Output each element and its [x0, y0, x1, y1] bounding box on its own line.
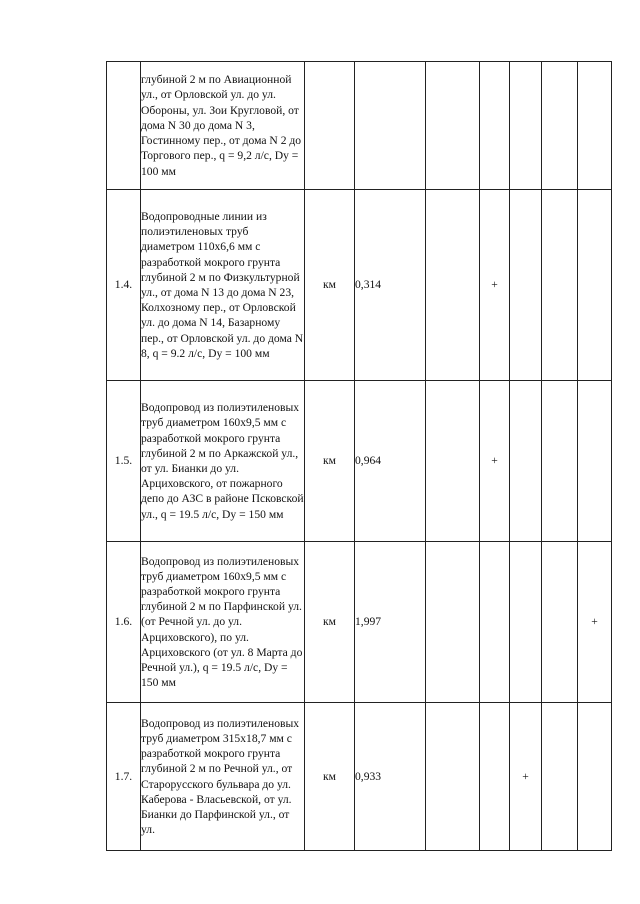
- row-value: 0,314: [355, 190, 426, 381]
- row-unit: [305, 62, 355, 190]
- row-value: 1,997: [355, 542, 426, 703]
- works-table: [106, 61, 612, 851]
- row-mark: [542, 703, 578, 851]
- row-number: 1.7.: [107, 703, 141, 851]
- row-mark: [578, 62, 612, 190]
- row-mark: [426, 190, 480, 381]
- table-row: [107, 381, 612, 542]
- row-description: Водопровод из полиэтиленовых труб диаметром 160х9,5 мм с разработкой мокрого грунта глубиной 2 м по Парфинской ул. (от Речной ул. до ул. Арциховского), по ул. Арциховского (от ул. 8 Марта до Речной ул.), q = 19.5 л/с, Dy = 150 мм: [141, 542, 305, 703]
- row-mark: [426, 703, 480, 851]
- row-mark: [426, 542, 480, 703]
- table-row: [107, 542, 612, 703]
- row-mark: [426, 381, 480, 542]
- row-mark: [426, 62, 480, 190]
- row-mark: [578, 703, 612, 851]
- row-mark: [480, 542, 510, 703]
- row-unit: км: [305, 542, 355, 703]
- row-mark: +: [480, 190, 510, 381]
- row-description: Водопровод из полиэтиленовых труб диаметром 315х18,7 мм с разработкой мокрого грунта глубиной 2 м по Речной ул., от Старорусского бульвара до ул. Каберова - Власьевской, от ул. Бианки до Парфинской ул., от ул.: [141, 703, 305, 851]
- table-row: [107, 703, 612, 851]
- row-mark: [510, 190, 542, 381]
- table-row: [107, 62, 612, 190]
- row-number: 1.6.: [107, 542, 141, 703]
- row-mark: +: [480, 381, 510, 542]
- row-description: Водопроводные линии из полиэтиленовых труб диаметром 110х6,6 мм с разработкой мокрого грунта глубиной 2 м по Физкультурной ул., от дома N 13 до дома N 23, Колхозному пер., от Орловской ул. до дома N 14, Базарному пер., от Орловской ул. до дома N 8, q = 9.2 л/с, Dy = 100 мм: [141, 190, 305, 381]
- row-unit: км: [305, 381, 355, 542]
- row-unit: км: [305, 703, 355, 851]
- row-unit: км: [305, 190, 355, 381]
- table-row: [107, 190, 612, 381]
- row-mark: +: [510, 703, 542, 851]
- row-value: 0,933: [355, 703, 426, 851]
- row-description: Водопровод из полиэтиленовых труб диаметром 160х9,5 мм с разработкой мокрого грунта глубиной 2 м по Аркажской ул., от ул. Бианки до ул. Арциховского, от пожарного депо до АЗС в районе Псковской ул., q = 19.5 л/с, Dy = 150 мм: [141, 381, 305, 542]
- row-mark: [578, 190, 612, 381]
- row-mark: [542, 190, 578, 381]
- row-number: [107, 62, 141, 190]
- row-mark: [542, 381, 578, 542]
- row-description: глубиной 2 м по Авиационной ул., от Орловской ул. до ул. Обороны, ул. Зои Кругловой, от дома N 30 до дома N 3, Гостинному пер., от дома N 2 до Торгового пер., q = 9,2 л/с, Dy = 100 мм: [141, 62, 305, 190]
- row-mark: [480, 62, 510, 190]
- row-mark: [542, 62, 578, 190]
- row-number: 1.5.: [107, 381, 141, 542]
- row-mark: [510, 62, 542, 190]
- row-mark: [480, 703, 510, 851]
- row-value: [355, 62, 426, 190]
- row-mark: +: [578, 542, 612, 703]
- row-mark: [578, 381, 612, 542]
- row-number: 1.4.: [107, 190, 141, 381]
- row-mark: [510, 381, 542, 542]
- row-value: 0,964: [355, 381, 426, 542]
- row-mark: [542, 542, 578, 703]
- row-mark: [510, 542, 542, 703]
